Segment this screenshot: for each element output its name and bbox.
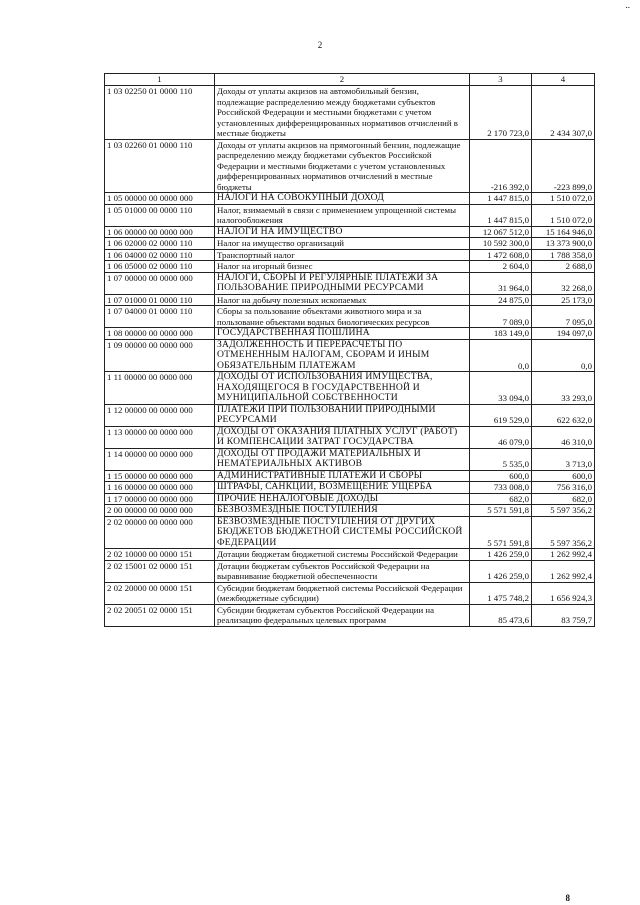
row-code: 2 02 00000 00 0000 000	[105, 516, 215, 549]
table-row	[105, 482, 595, 494]
table-row	[105, 493, 595, 505]
row-code: 1 08 00000 00 0000 000	[105, 328, 215, 340]
row-value-col3: 1 426 259,0	[470, 549, 532, 561]
table-row	[105, 261, 595, 273]
table-row	[105, 560, 595, 582]
table-row	[105, 372, 595, 405]
row-code: 1 07 01000 01 0000 110	[105, 294, 215, 306]
row-name: НАЛОГИ НА СОВОКУПНЫЙ ДОХОД	[215, 193, 470, 205]
table-row	[105, 328, 595, 340]
row-name: ДОХОДЫ ОТ ОКАЗАНИЯ ПЛАТНЫХ УСЛУГ (РАБОТ) И КОМПЕНСАЦИИ ЗАТРАТ ГОСУДАРСТВА	[215, 426, 470, 448]
row-code: 1 07 00000 00 0000 000	[105, 272, 215, 294]
row-code: 1 11 00000 00 0000 000	[105, 372, 215, 405]
row-value-col4: 1 262 992,4	[532, 549, 595, 561]
row-value-col4: 1 510 072,0	[532, 204, 595, 226]
row-code: 1 06 00000 00 0000 000	[105, 226, 215, 238]
table-body	[105, 86, 595, 627]
table-row	[105, 306, 595, 328]
row-value-col4: 13 373 900,0	[532, 238, 595, 250]
row-value-col4: 5 597 356,2	[532, 516, 595, 549]
table-header-row	[105, 74, 595, 86]
row-value-col3: 5 571 591,8	[470, 516, 532, 549]
row-value-col4: 194 097,0	[532, 328, 595, 340]
footer-mark: 8	[565, 893, 570, 903]
table-row	[105, 139, 595, 193]
row-code: 1 09 00000 00 0000 000	[105, 339, 215, 372]
row-name: Налог на игорный бизнес	[215, 261, 470, 273]
row-value-col3: 1 475 748,2	[470, 582, 532, 604]
row-value-col4: 32 268,0	[532, 272, 595, 294]
row-name: ШТРАФЫ, САНКЦИИ, ВОЗМЕЩЕНИЕ УЩЕРБА	[215, 482, 470, 494]
page-number: 2	[317, 40, 323, 50]
table-row	[105, 226, 595, 238]
row-value-col4: 0,0	[532, 339, 595, 372]
row-value-col3: 682,0	[470, 493, 532, 505]
row-name: Сборы за пользование объектами животного мира и за пользование объектами водных биологических ресурсов	[215, 306, 470, 328]
table-row	[105, 582, 595, 604]
row-value-col3: 5 535,0	[470, 448, 532, 470]
row-name: ЗАДОЛЖЕННОСТЬ И ПЕРЕРАСЧЕТЫ ПО ОТМЕНЕННЫМ НАЛОГАМ, СБОРАМ И ИНЫМ ОБЯЗАТЕЛЬНЫМ ПЛАТЕЖАМ	[215, 339, 470, 372]
row-code: 1 05 00000 00 0000 000	[105, 193, 215, 205]
table-row	[105, 549, 595, 561]
row-value-col4: 682,0	[532, 493, 595, 505]
row-name: Доходы от уплаты акцизов на прямогонный бензин, подлежащие распределению между бюджетами субъектов Российской Федерации и местными бюджетами с учетом установленных дифференцированных нормативов отчислений в местные бюджеты	[215, 139, 470, 193]
row-name: ПРОЧИЕ НЕНАЛОГОВЫЕ ДОХОДЫ	[215, 493, 470, 505]
row-name: ГОСУДАРСТВЕННАЯ ПОШЛИНА	[215, 328, 470, 340]
row-name: НАЛОГИ НА ИМУЩЕСТВО	[215, 226, 470, 238]
row-name: ДОХОДЫ ОТ ПРОДАЖИ МАТЕРИАЛЬНЫХ И НЕМАТЕРИАЛЬНЫХ АКТИВОВ	[215, 448, 470, 470]
row-code: 1 06 04000 02 0000 110	[105, 249, 215, 261]
row-code: 1 14 00000 00 0000 000	[105, 448, 215, 470]
row-value-col4: -223 899,0	[532, 139, 595, 193]
row-value-col3: 85 473,6	[470, 604, 532, 626]
row-value-col4: 756 316,0	[532, 482, 595, 494]
row-code: 2 02 20000 00 0000 151	[105, 582, 215, 604]
row-code: 1 06 02000 02 0000 110	[105, 238, 215, 250]
row-name: АДМИНИСТРАТИВНЫЕ ПЛАТЕЖИ И СБОРЫ	[215, 470, 470, 482]
row-name: Налог на имущество организаций	[215, 238, 470, 250]
table-row	[105, 193, 595, 205]
table-row	[105, 272, 595, 294]
row-value-col4: 25 173,0	[532, 294, 595, 306]
row-value-col3: -216 392,0	[470, 139, 532, 193]
table-row	[105, 238, 595, 250]
table-row	[105, 470, 595, 482]
row-value-col4: 3 713,0	[532, 448, 595, 470]
row-value-col3: 2 604,0	[470, 261, 532, 273]
row-value-col3: 1 447 815,0	[470, 204, 532, 226]
row-value-col3: 46 079,0	[470, 426, 532, 448]
header-col-2: 2	[215, 74, 470, 86]
corner-mark: ..	[625, 0, 630, 10]
header-col-4: 4	[532, 74, 595, 86]
row-value-col3: 24 875,0	[470, 294, 532, 306]
row-name: Дотации бюджетам бюджетной системы Российской Федерации	[215, 549, 470, 561]
row-code: 1 15 00000 00 0000 000	[105, 470, 215, 482]
row-value-col3: 5 571 591,8	[470, 505, 532, 517]
table-row	[105, 505, 595, 517]
budget-revenue-table	[104, 73, 595, 627]
row-value-col3: 600,0	[470, 470, 532, 482]
row-value-col4: 1 656 924,3	[532, 582, 595, 604]
table-row	[105, 249, 595, 261]
table-row	[105, 448, 595, 470]
row-value-col3: 1 472 608,0	[470, 249, 532, 261]
row-name: Транспортный налог	[215, 249, 470, 261]
table-row	[105, 426, 595, 448]
row-code: 1 03 02260 01 0000 110	[105, 139, 215, 193]
row-name: НАЛОГИ, СБОРЫ И РЕГУЛЯРНЫЕ ПЛАТЕЖИ ЗА ПОЛЬЗОВАНИЕ ПРИРОДНЫМИ РЕСУРСАМИ	[215, 272, 470, 294]
row-code: 1 03 02250 01 0000 110	[105, 86, 215, 140]
row-code: 1 12 00000 00 0000 000	[105, 404, 215, 426]
table-row	[105, 404, 595, 426]
table-row	[105, 339, 595, 372]
row-name: Дотации бюджетам субъектов Российской Федерации на выравнивание бюджетной обеспеченности	[215, 560, 470, 582]
table-row	[105, 294, 595, 306]
row-value-col3: 1 447 815,0	[470, 193, 532, 205]
row-code: 1 17 00000 00 0000 000	[105, 493, 215, 505]
row-value-col4: 1 262 992,4	[532, 560, 595, 582]
row-name: ПЛАТЕЖИ ПРИ ПОЛЬЗОВАНИИ ПРИРОДНЫМИ РЕСУРСАМИ	[215, 404, 470, 426]
row-value-col3: 1 426 259,0	[470, 560, 532, 582]
row-code: 1 05 01000 00 0000 110	[105, 204, 215, 226]
row-value-col4: 1 788 358,0	[532, 249, 595, 261]
row-code: 1 16 00000 00 0000 000	[105, 482, 215, 494]
row-value-col3: 183 149,0	[470, 328, 532, 340]
table-row	[105, 204, 595, 226]
row-name: БЕЗВОЗМЕЗДНЫЕ ПОСТУПЛЕНИЯ	[215, 505, 470, 517]
row-value-col4: 15 164 946,0	[532, 226, 595, 238]
row-value-col3: 733 008,0	[470, 482, 532, 494]
row-value-col4: 7 095,0	[532, 306, 595, 328]
header-col-3: 3	[470, 74, 532, 86]
row-name: ДОХОДЫ ОТ ИСПОЛЬЗОВАНИЯ ИМУЩЕСТВА, НАХОДЯЩЕГОСЯ В ГОСУДАРСТВЕННОЙ И МУНИЦИПАЛЬНОЙ СОБСТВЕННОСТИ	[215, 372, 470, 405]
row-value-col3: 33 094,0	[470, 372, 532, 405]
row-value-col4: 5 597 356,2	[532, 505, 595, 517]
row-value-col4: 1 510 072,0	[532, 193, 595, 205]
row-value-col4: 600,0	[532, 470, 595, 482]
row-value-col3: 31 964,0	[470, 272, 532, 294]
row-value-col4: 33 293,0	[532, 372, 595, 405]
row-name: Налог на добычу полезных ископаемых	[215, 294, 470, 306]
row-code: 1 13 00000 00 0000 000	[105, 426, 215, 448]
table-row	[105, 516, 595, 549]
row-value-col3: 0,0	[470, 339, 532, 372]
header-col-1: 1	[105, 74, 215, 86]
row-name: БЕЗВОЗМЕЗДНЫЕ ПОСТУПЛЕНИЯ ОТ ДРУГИХ БЮДЖЕТОВ БЮДЖЕТНОЙ СИСТЕМЫ РОССИЙСКОЙ ФЕДЕРАЦИИ	[215, 516, 470, 549]
row-code: 2 00 00000 00 0000 000	[105, 505, 215, 517]
row-value-col3: 2 170 723,0	[470, 86, 532, 140]
row-value-col4: 622 632,0	[532, 404, 595, 426]
table-row	[105, 604, 595, 626]
row-name: Субсидии бюджетам субъектов Российской Федерации на реализацию федеральных целевых программ	[215, 604, 470, 626]
row-value-col3: 10 592 300,0	[470, 238, 532, 250]
row-value-col4: 2 688,0	[532, 261, 595, 273]
row-value-col3: 12 067 512,0	[470, 226, 532, 238]
row-code: 2 02 20051 02 0000 151	[105, 604, 215, 626]
row-value-col4: 83 759,7	[532, 604, 595, 626]
row-code: 2 02 10000 00 0000 151	[105, 549, 215, 561]
row-name: Субсидии бюджетам бюджетной системы Российской Федерации (межбюджетные субсидии)	[215, 582, 470, 604]
row-value-col3: 619 529,0	[470, 404, 532, 426]
row-name: Доходы от уплаты акцизов на автомобильный бензин, подлежащие распределению между бюджетами субъектов Российской Федерации и местными бюджетами с учетом установленных дифференцированных нормативов отчислений в местные бюджеты	[215, 86, 470, 140]
table-row	[105, 86, 595, 140]
row-name: Налог, взимаемый в связи с применением упрощенной системы налогообложения	[215, 204, 470, 226]
row-value-col4: 2 434 307,0	[532, 86, 595, 140]
row-value-col3: 7 089,0	[470, 306, 532, 328]
row-code: 2 02 15001 02 0000 151	[105, 560, 215, 582]
row-code: 1 06 05000 02 0000 110	[105, 261, 215, 273]
row-value-col4: 46 310,0	[532, 426, 595, 448]
row-code: 1 07 04000 01 0000 110	[105, 306, 215, 328]
